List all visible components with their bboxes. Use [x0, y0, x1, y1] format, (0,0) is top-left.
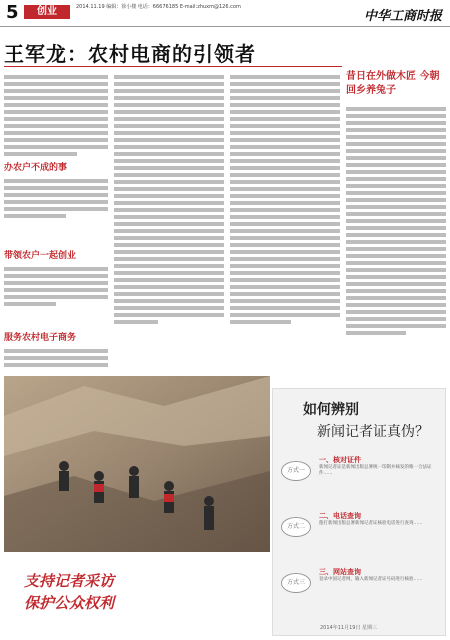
- article-headline: 王军龙：农村电商的引领者: [4, 42, 256, 66]
- article-column-1d: [4, 346, 108, 374]
- way-text: 新闻记者证是新闻出版总署统一印制并核发的唯一合法证件……: [319, 465, 432, 476]
- way-item: [281, 511, 441, 551]
- way-oval: 方式一: [281, 461, 311, 481]
- promo-line-2: 保护公众权利: [24, 594, 115, 612]
- press-card-box: [272, 388, 446, 636]
- way-title: 三、网站查询: [319, 568, 361, 576]
- subhead-3: 服务农村电子商务: [4, 333, 77, 343]
- header-divider: [0, 26, 450, 27]
- way-text: 登录中国记者网，输入新闻记者证号码进行核验……: [319, 577, 423, 582]
- box-title-line-2: 新闻记者证真伪？: [317, 424, 429, 440]
- sidebar-title: 昔日在外做木匠 今朝回乡养兔子: [346, 71, 440, 96]
- sidebar-body: [346, 104, 446, 374]
- section-badge: 创业: [24, 5, 70, 19]
- article-photo: [4, 376, 270, 552]
- sidebar-article: [346, 70, 446, 376]
- way-title: 一、核对证件: [319, 456, 361, 464]
- article-column-1b: [4, 176, 108, 232]
- headline-divider: [4, 66, 342, 67]
- footer-date: 2014年11月19日 星期三: [320, 625, 378, 631]
- box-title-line-1: 如何辨别: [303, 402, 359, 418]
- page-number: 5: [6, 2, 19, 23]
- way-title: 二、电话查询: [319, 512, 361, 520]
- subhead-2: 带领农户一起创业: [4, 251, 77, 261]
- paper-name: 中华工商时报: [363, 9, 442, 24]
- promo-banner: [4, 556, 270, 636]
- way-oval: 方式二: [281, 517, 311, 537]
- article-column-1c: [4, 264, 108, 320]
- way-item: [281, 567, 441, 607]
- way-text: 拨打新闻出版总署新闻记者证核验电话进行查询……: [319, 521, 423, 526]
- page-header: [0, 0, 450, 26]
- promo-line-1: 支持记者采访: [24, 572, 115, 590]
- way-oval: 方式三: [281, 573, 311, 593]
- header-meta: 2014.11.19 编辑：徐小楼 电话：66676185 E-mail:zhuxm@126.com: [76, 4, 241, 10]
- way-item: [281, 455, 441, 495]
- article-column-3: [230, 72, 340, 372]
- article-column-2: [114, 72, 224, 372]
- subhead-1: 办农户不成的事: [4, 163, 68, 173]
